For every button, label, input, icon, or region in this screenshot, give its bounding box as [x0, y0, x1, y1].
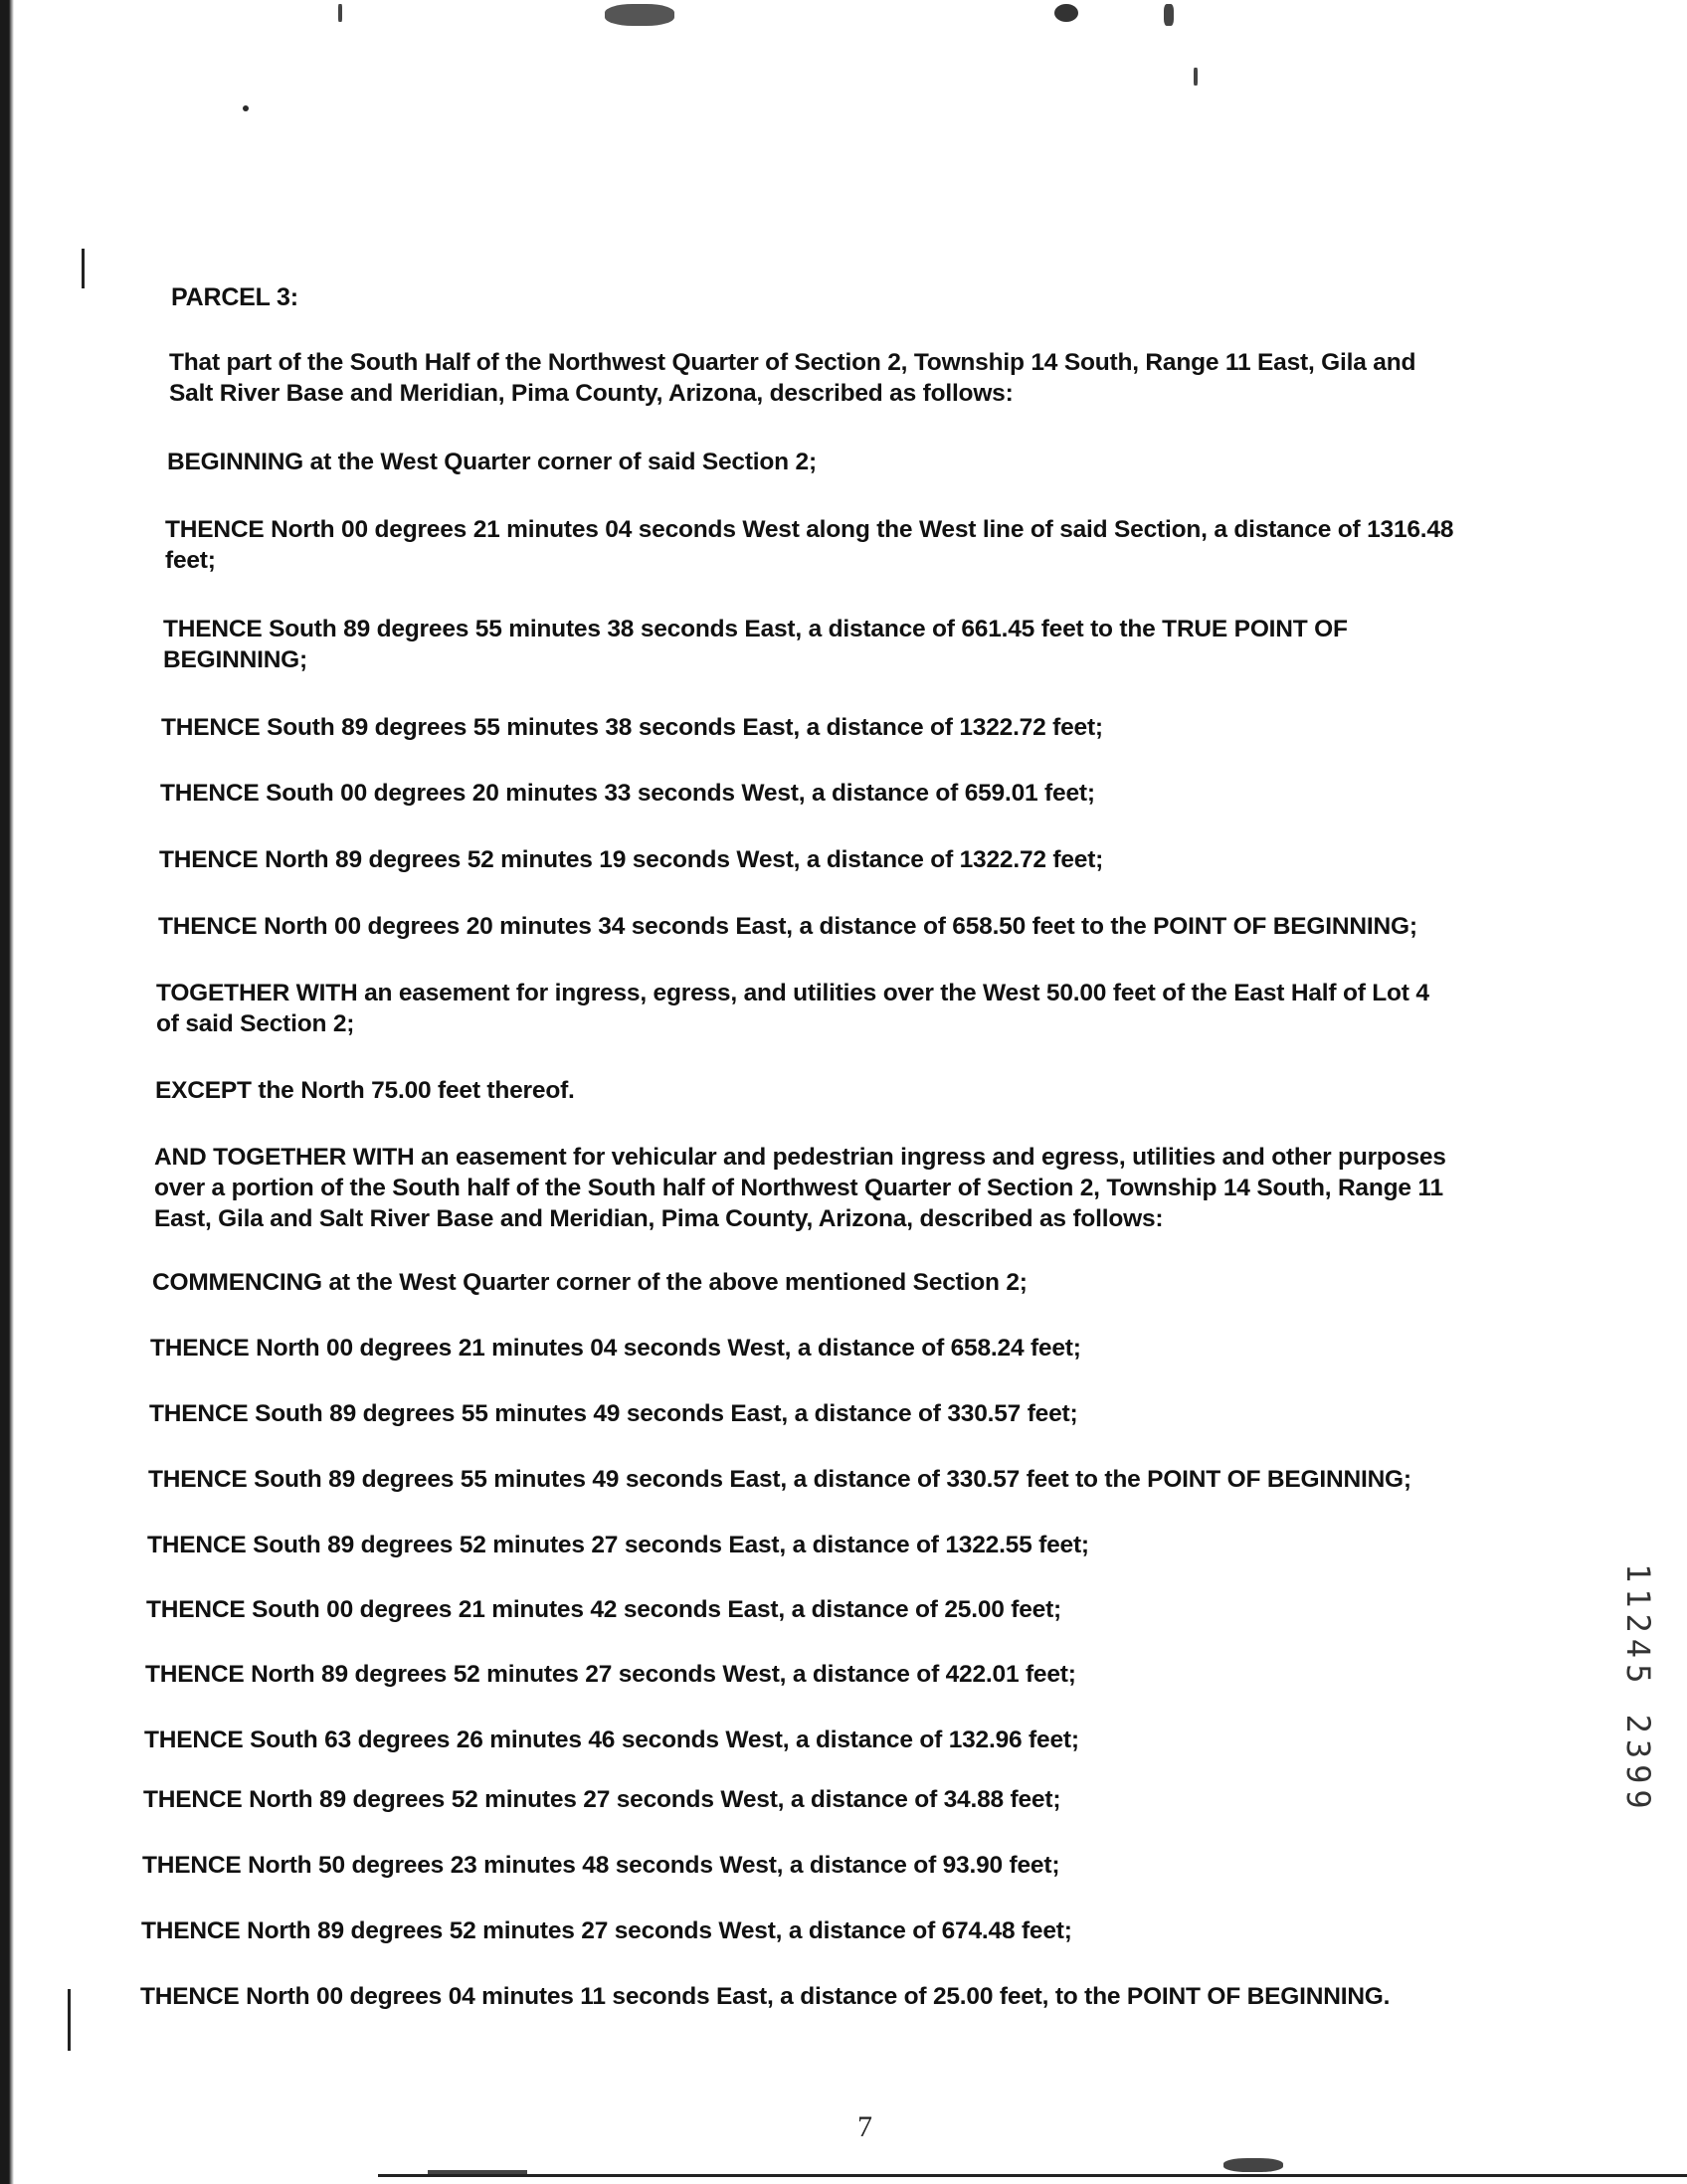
course-paragraph: THENCE South 89 degrees 55 minutes 49 seconds East, a distance of 330.57 feet;: [149, 1400, 1078, 1427]
scan-speck: [243, 105, 249, 111]
easement-paragraph: TOGETHER WITH an easement for ingress, egress, and utilities over the West 50.00 feet of the East Half of Lot 4 of said Section 2;: [156, 980, 1429, 1037]
course-paragraph: THENCE North 89 degrees 52 minutes 27 seconds West, a distance of 34.88 feet;: [143, 1786, 1061, 1813]
easement-paragraph: AND TOGETHER WITH an easement for vehicular and pedestrian ingress and egress, utilities and other purposes over a portion of the South half of the South half of Northwest Quarter of Section 2, Township 14 South, Range 11 East, Gila and Salt River Base and Meridian, Pima County, Arizona, described as follows:: [154, 1144, 1446, 1232]
course-paragraph: THENCE North 50 degrees 23 minutes 48 seconds West, a distance of 93.90 feet;: [142, 1852, 1060, 1879]
course-paragraph: THENCE North 00 degrees 04 minutes 11 seconds East, a distance of 25.00 feet, to the POINT OF BEGINNING.: [140, 1983, 1391, 2010]
legal-description-paragraph: That part of the South Half of the Northwest Quarter of Section 2, Township 14 South, Range 11 East, Gila and Salt River Base and Meridian, Pima County, Arizona, described as follows:: [169, 349, 1416, 407]
course-paragraph: THENCE North 00 degrees 21 minutes 04 seconds West along the West line of said Section, a distance of 1316.48 feet;: [165, 516, 1454, 574]
course-paragraph: THENCE South 89 degrees 52 minutes 27 seconds East, a distance of 1322.55 feet;: [147, 1532, 1089, 1558]
scan-margin-mark: [82, 249, 85, 288]
recording-number: [1619, 1563, 1663, 1921]
course-paragraph: THENCE South 00 degrees 20 minutes 33 seconds West, a distance of 659.01 feet;: [160, 780, 1095, 807]
course-paragraph: THENCE North 89 degrees 52 minutes 19 seconds West, a distance of 1322.72 feet;: [159, 846, 1104, 873]
recording-number-text: 11245 2399: [1619, 1563, 1657, 1815]
commencing-paragraph: COMMENCING at the West Quarter corner of the above mentioned Section 2;: [152, 1269, 1028, 1296]
scan-speck: [605, 4, 674, 26]
scan-speck: [1223, 2158, 1283, 2172]
scan-speck: [1194, 68, 1198, 86]
scan-speck: [338, 4, 342, 22]
course-paragraph: THENCE North 89 degrees 52 minutes 27 seconds West, a distance of 422.01 feet;: [145, 1661, 1076, 1688]
course-paragraph: THENCE North 89 degrees 52 minutes 27 seconds West, a distance of 674.48 feet;: [141, 1917, 1072, 1944]
course-paragraph: THENCE South 63 degrees 26 minutes 46 seconds West, a distance of 132.96 feet;: [144, 1727, 1079, 1753]
course-paragraph: THENCE South 00 degrees 21 minutes 42 seconds East, a distance of 25.00 feet;: [146, 1596, 1062, 1623]
course-paragraph: THENCE South 89 degrees 55 minutes 38 seconds East, a distance of 661.45 feet to the TRUE POINT OF BEGINNING;: [163, 616, 1348, 673]
parcel-heading: PARCEL 3:: [171, 283, 298, 311]
scan-margin-mark: [68, 1989, 71, 2051]
beginning-paragraph: BEGINNING at the West Quarter corner of said Section 2;: [167, 449, 817, 475]
course-paragraph: THENCE South 89 degrees 55 minutes 38 seconds East, a distance of 1322.72 feet;: [161, 714, 1103, 741]
course-paragraph: THENCE North 00 degrees 20 minutes 34 seconds East, a distance of 658.50 feet to the POINT OF BEGINNING;: [158, 913, 1417, 940]
course-paragraph: THENCE North 00 degrees 21 minutes 04 seconds West, a distance of 658.24 feet;: [150, 1335, 1081, 1362]
page-number: 7: [857, 2110, 872, 2143]
course-paragraph: THENCE South 89 degrees 55 minutes 49 seconds East, a distance of 330.57 feet to the POINT OF BEGINNING;: [148, 1466, 1411, 1493]
exception-paragraph: EXCEPT the North 75.00 feet thereof.: [155, 1077, 575, 1104]
scan-speck: [1164, 4, 1174, 26]
scan-left-edge: [0, 0, 14, 2184]
scan-speck: [1054, 4, 1078, 22]
scan-bottom-rule: [378, 2174, 1687, 2177]
